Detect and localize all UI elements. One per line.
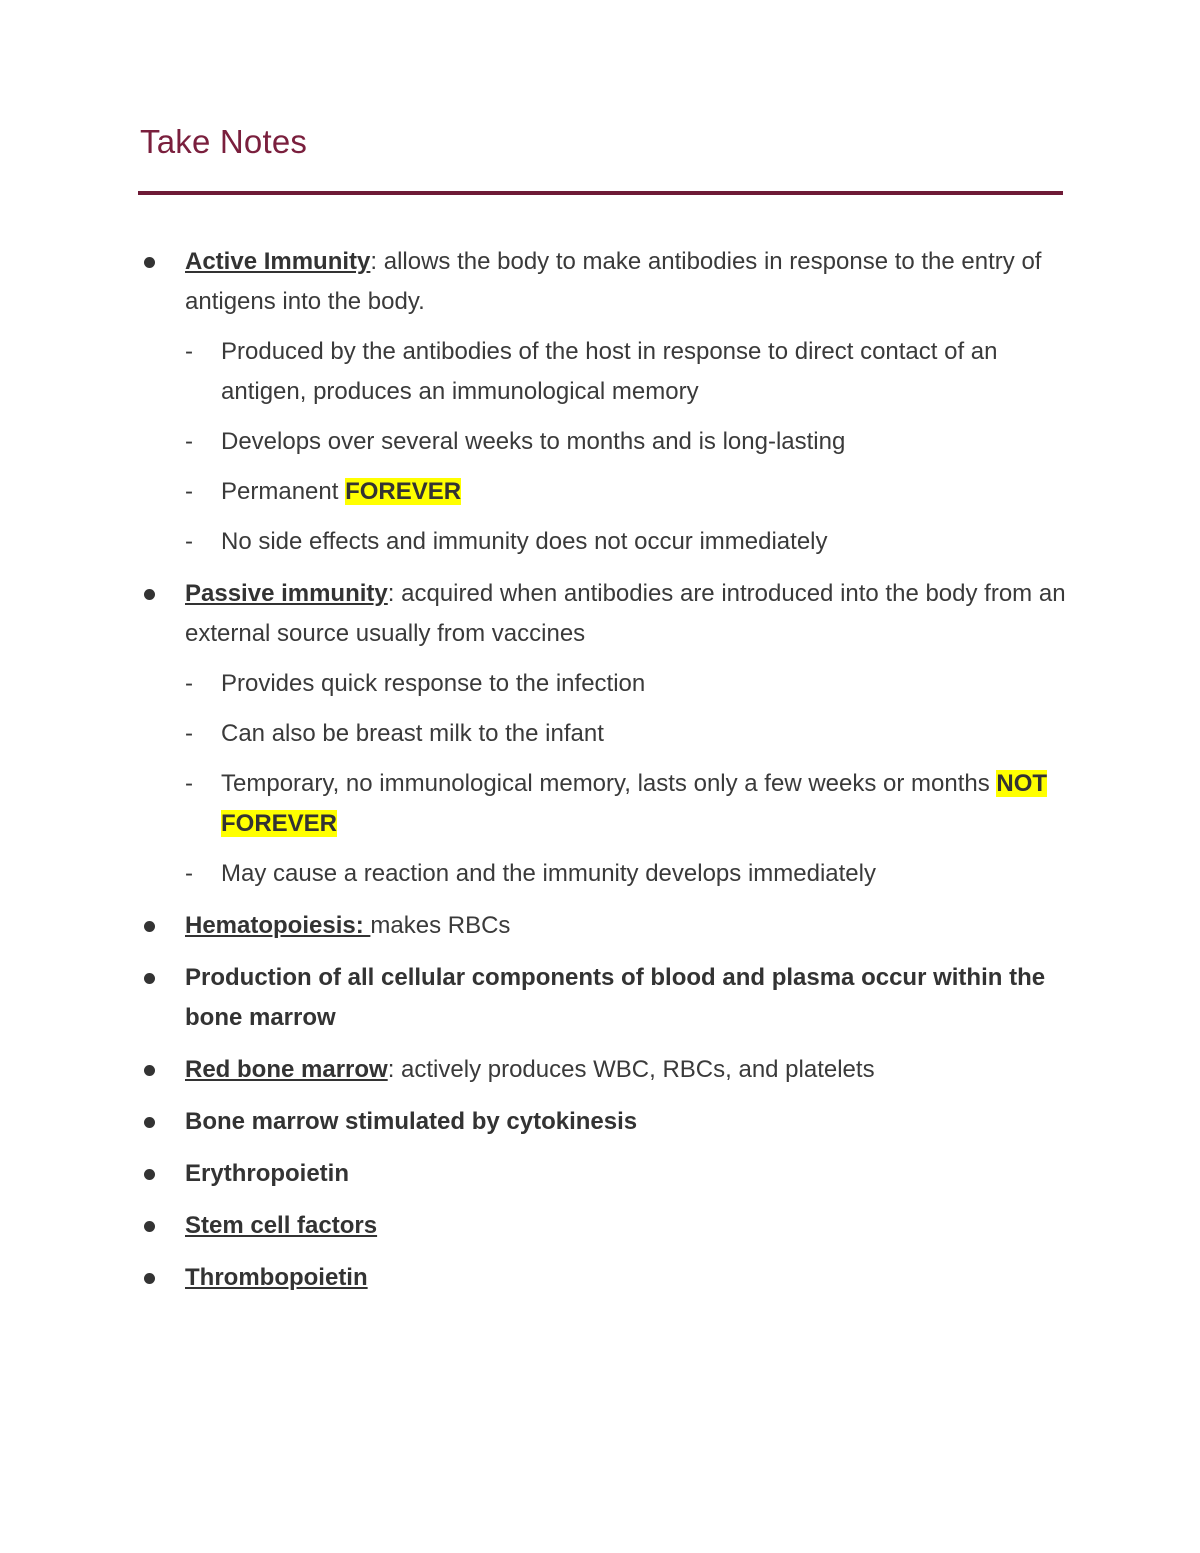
bullet-icon [144, 973, 155, 984]
dash-icon: - [185, 770, 193, 797]
term-red-bone-marrow: Red bone marrow [185, 1056, 388, 1083]
sub-item-text: Develops over several weeks to months and is long-lasting [221, 428, 846, 455]
list-item [138, 242, 1068, 562]
bullet-icon [144, 589, 155, 600]
bullet-text: acquired when antibodies are introduced into the body from an external source usually from vaccines [185, 580, 1066, 647]
term-separator: : [387, 1056, 395, 1083]
sub-item-text: Provides quick response to the infection [221, 670, 646, 697]
sub-item [185, 522, 1068, 562]
list-item [138, 1206, 1068, 1246]
sub-item-text: No side effects and immunity does not occur immediately [221, 528, 828, 555]
sub-item [185, 764, 1068, 844]
list-item [138, 1050, 1068, 1090]
bullet-icon [144, 1221, 155, 1232]
sub-list [185, 664, 1068, 894]
bullet-bold-text: Production of all cellular components of blood and plasma occur within the bone marrow [185, 964, 1046, 1031]
bullet-text: actively produces WBC, RBCs, and platelets [394, 1056, 875, 1083]
term-stem-cell-factors: Stem cell factors [185, 1212, 378, 1239]
bullet-icon [144, 1273, 155, 1284]
term-passive-immunity: Passive immunity [185, 580, 388, 607]
sub-item [185, 714, 1068, 754]
sub-item [185, 664, 1068, 704]
sub-list [185, 332, 1068, 562]
term-thrombopoietin: Thrombopoietin [185, 1264, 368, 1291]
sub-item-text: Permanent [221, 478, 346, 505]
dash-icon: - [185, 860, 193, 887]
sub-item [185, 854, 1068, 894]
sub-item-text: Temporary, no immunological memory, lasts only a few weeks or months [221, 770, 997, 797]
term-separator: : [387, 580, 395, 607]
dash-icon: - [185, 720, 193, 747]
bullet-bold-text: Bone marrow stimulated by cytokinesis [185, 1108, 638, 1135]
page-title: Take Notes [140, 123, 308, 160]
list-item [138, 906, 1068, 946]
highlight-forever: FOREVER [345, 478, 462, 505]
list-item [138, 1258, 1068, 1298]
list-item [138, 958, 1068, 1038]
term-hematopoiesis: Hematopoiesis: [185, 912, 371, 939]
list-item [138, 574, 1068, 894]
title-divider [138, 191, 1063, 195]
sub-item-text: Can also be breast milk to the infant [221, 720, 604, 747]
bullet-icon [144, 1117, 155, 1128]
bullet-icon [144, 921, 155, 932]
term-separator: : [370, 248, 378, 275]
bullet-icon [144, 1169, 155, 1180]
sub-item [185, 422, 1068, 462]
sub-item-text: Produced by the antibodies of the host in response to direct contact of an antigen, produces an immunological memory [221, 338, 998, 405]
list-item [138, 1102, 1068, 1142]
sub-item [185, 472, 1068, 512]
highlight-not-forever: NOT FOREVER [221, 770, 1048, 837]
dash-icon: - [185, 428, 193, 455]
dash-icon: - [185, 528, 193, 555]
dash-icon: - [185, 338, 193, 365]
term-active-immunity: Active Immunity [185, 248, 371, 275]
dash-icon: - [185, 478, 193, 505]
sub-item-text: May cause a reaction and the immunity develops immediately [221, 860, 876, 887]
sub-item [185, 332, 1068, 412]
bullet-text: allows the body to make antibodies in response to the entry of antigens into the body. [185, 248, 1042, 315]
bullet-icon [144, 1065, 155, 1076]
bullet-icon [144, 257, 155, 268]
dash-icon: - [185, 670, 193, 697]
bullet-bold-text: Erythropoietin [185, 1160, 350, 1187]
list-item [138, 1154, 1068, 1194]
notes-list [138, 242, 1068, 1310]
bullet-text: makes RBCs [370, 912, 511, 939]
